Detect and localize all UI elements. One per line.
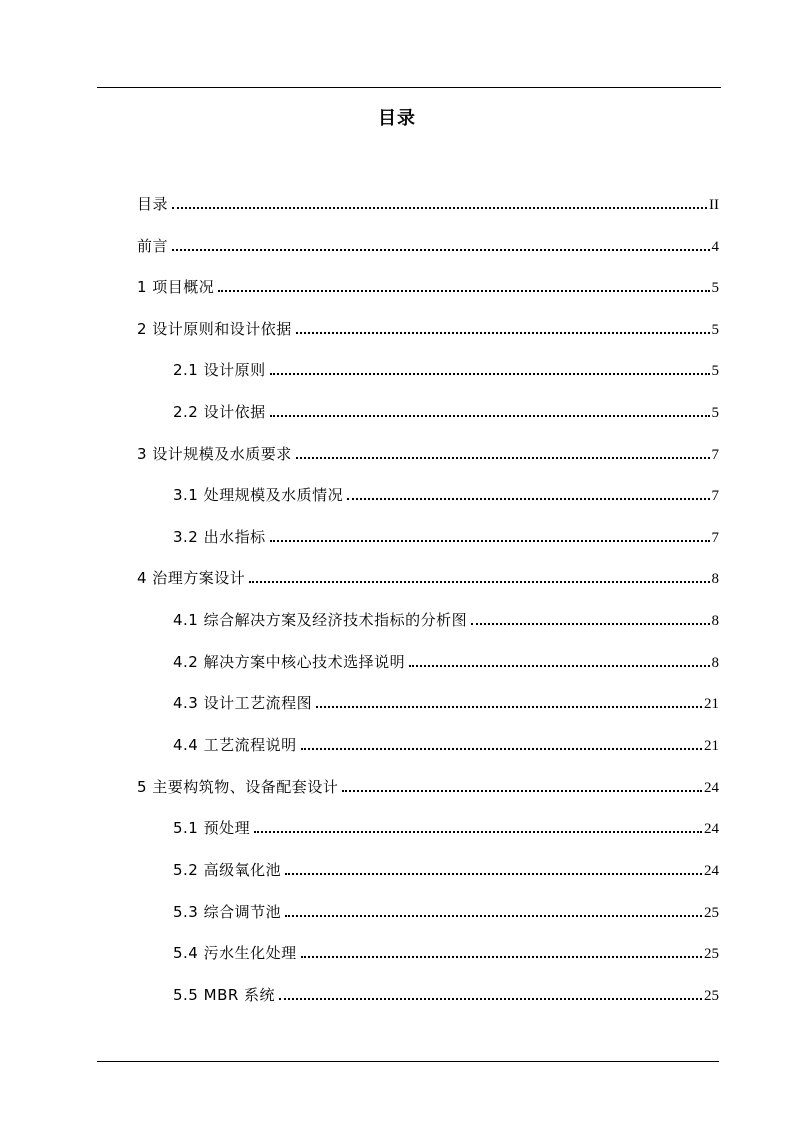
toc-leader-dots: [249, 581, 709, 583]
toc-leader-dots: [296, 457, 710, 459]
toc-entry-label: 前言: [137, 237, 169, 255]
toc-entry[interactable]: [173, 937, 719, 963]
toc-entry[interactable]: [173, 604, 719, 630]
toc-entry[interactable]: [137, 562, 719, 588]
toc-entry[interactable]: [173, 396, 719, 422]
toc-entry-label: 5.2 高级氧化池: [173, 861, 282, 879]
toc-entry-page: 5: [711, 322, 719, 338]
toc-entry-page: 21: [704, 696, 719, 712]
toc-entry[interactable]: [137, 230, 719, 256]
toc-entry-page: 7: [711, 447, 719, 463]
toc-entry-page: 7: [711, 488, 719, 504]
toc-entry-page: 5: [711, 405, 719, 421]
toc-entry-label: 5.1 预处理: [173, 819, 251, 837]
toc-entry[interactable]: [173, 354, 719, 380]
toc-entry-label: 5 主要构筑物、设备配套设计: [137, 778, 339, 796]
toc-entry[interactable]: [137, 438, 719, 464]
toc-entry-label: 4.2 解决方案中核心技术选择说明: [173, 653, 406, 671]
toc-entry[interactable]: [173, 896, 719, 922]
toc-entry-label: 5.5 MBR 系统: [173, 986, 276, 1004]
toc-entry-page: 24: [704, 780, 719, 796]
toc-entry-label: 4 治理方案设计: [137, 569, 246, 587]
header-rule: [97, 87, 721, 88]
toc-entry-label: 2.1 设计原则: [173, 361, 266, 379]
toc-entry[interactable]: [173, 812, 719, 838]
toc-leader-dots: [301, 748, 702, 750]
toc-entry-label: 4.1 综合解决方案及经济技术指标的分析图: [173, 611, 468, 629]
toc-entry-label: 3.1 处理规模及水质情况: [173, 486, 344, 504]
toc-entry-page: 5: [711, 280, 719, 296]
toc-entry-label: 目录: [137, 195, 169, 213]
toc-entry-label: 3.2 出水指标: [173, 528, 266, 546]
toc-leader-dots: [172, 249, 709, 251]
toc-entry[interactable]: [173, 687, 719, 713]
toc-entry[interactable]: [173, 521, 719, 547]
toc-leader-dots: [270, 415, 710, 417]
toc-entry[interactable]: [173, 854, 719, 880]
toc-entry[interactable]: [137, 771, 719, 797]
toc-entry-label: 3 设计规模及水质要求: [137, 445, 292, 463]
toc-leader-dots: [285, 873, 702, 875]
toc-entry-label: 4.3 设计工艺流程图: [173, 694, 313, 712]
toc-leader-dots: [347, 498, 709, 500]
toc-leader-dots: [172, 207, 707, 209]
toc-entry-page: 25: [704, 946, 719, 962]
toc-entry-page: 24: [704, 863, 719, 879]
toc-leader-dots: [279, 998, 702, 1000]
toc-entry-page: 25: [704, 988, 719, 1004]
toc-leader-dots: [285, 915, 702, 917]
toc-entry[interactable]: [173, 979, 719, 1005]
toc-leader-dots: [270, 373, 710, 375]
toc-entry-page: 8: [711, 655, 719, 671]
footer-rule: [97, 1061, 719, 1062]
toc-leader-dots: [409, 665, 709, 667]
toc-entry-label: 5.3 综合调节池: [173, 903, 282, 921]
toc-entry-label: 2.2 设计依据: [173, 403, 266, 421]
toc-entry-page: 4: [711, 239, 719, 255]
toc-entry-page: 24: [704, 821, 719, 837]
toc-entry[interactable]: [173, 479, 719, 505]
toc-entry-label: 5.4 污水生化处理: [173, 944, 297, 962]
toc-entry[interactable]: [173, 729, 719, 755]
toc-leader-dots: [471, 623, 709, 625]
toc-leader-dots: [254, 831, 702, 833]
toc-leader-dots: [270, 540, 710, 542]
toc-entry-page: II: [709, 197, 719, 213]
toc-entry-page: 8: [711, 613, 719, 629]
toc-entry-page: 8: [711, 571, 719, 587]
toc-entry-label: 2 设计原则和设计依据: [137, 320, 292, 338]
toc-leader-dots: [296, 332, 710, 334]
page-title: 目录: [378, 108, 416, 129]
toc-entry-label: 1 项目概况: [137, 278, 215, 296]
toc-entry-page: 25: [704, 905, 719, 921]
toc-entry-label: 4.4 工艺流程说明: [173, 736, 297, 754]
toc-leader-dots: [218, 290, 709, 292]
toc-entry[interactable]: [137, 313, 719, 339]
toc-entry-page: 7: [711, 530, 719, 546]
toc-leader-dots: [316, 706, 702, 708]
toc-leader-dots: [301, 956, 702, 958]
toc-entry[interactable]: [173, 646, 719, 672]
toc-entry[interactable]: [137, 271, 719, 297]
toc-entry-page: 21: [704, 738, 719, 754]
toc-entry-page: 5: [711, 363, 719, 379]
toc-entry[interactable]: [137, 188, 719, 214]
toc-leader-dots: [342, 790, 702, 792]
